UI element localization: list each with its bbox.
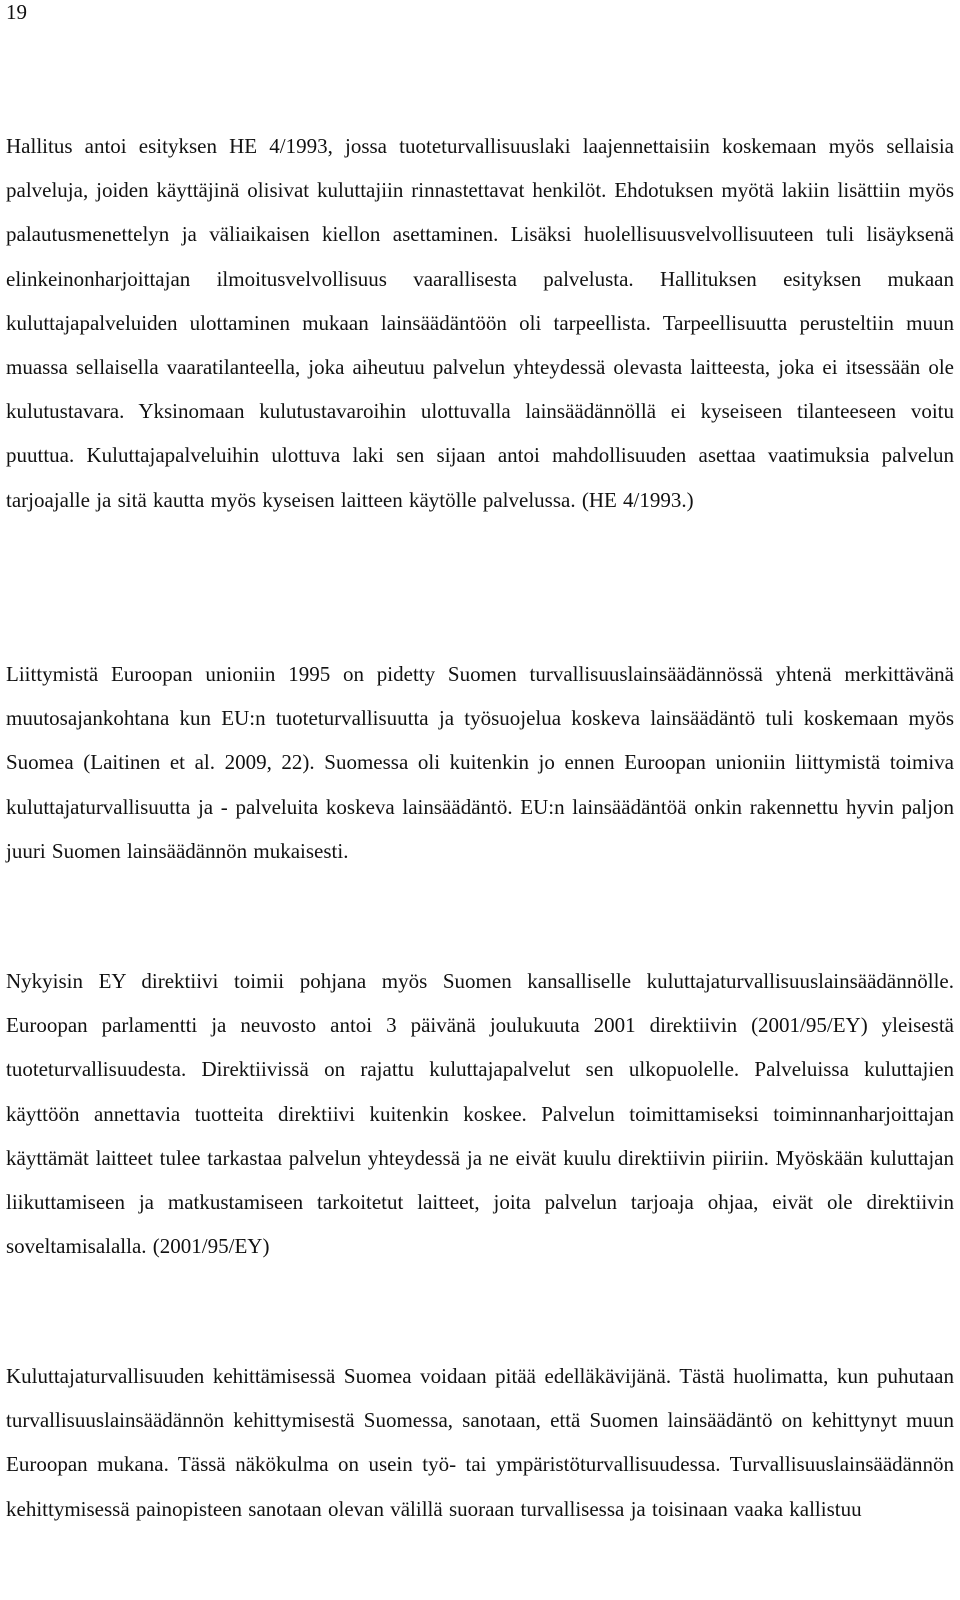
paragraph-development: Kuluttajaturvallisuuden kehittämisessä Suomea voidaan pitää edelläkävijänä. Tästä huolimatta, kun puhutaan turvallisuuslainsäädännön kehittymisestä Suomessa, sanotaan, että Suomen lainsäädäntö on kehittynyt muun Euroopan mukana. Tässä näkökulma on usein työ- tai ympäristöturvallisuudessa. Turvallisuuslainsäädännön kehittymisessä painopisteen sanotaan olevan välillä suoraan turvallisessa ja toisinaan vaaka kallistuu — [6, 1364, 954, 1521]
paragraph-he-1993: Hallitus antoi esityksen HE 4/1993, jossa tuoteturvallisuuslaki laajennettaisiin koskemaan myös sellaisia palveluja, joiden käyttäjinä olisivat kuluttajiin rinnastettavat henkilöt. Ehdotuksen myötä lakiin lisättiin myös palautusmenettelyn ja väliaikaisen kiellon asettaminen. Lisäksi huolellisuusvelvollisuuteen tuli lisäyksenä elinkeinonharjoittajan ilmoitusvelvollisuus vaarallisesta palvelusta. Hallituksen esityksen mukaan kuluttajapalveluiden ulottaminen mukaan lainsäädäntöön oli tarpeellista. Tarpeellisuutta perusteltiin muun muassa sellaisella vaaratilanteella, joka aiheutuu palvelun yhteydessä olevasta laitteesta, joka ei itsessään ole kulutustavara. Yksinomaan kulutustavaroihin ulottuvalla lainsäädännöllä ei kyseiseen tilanteeseen voitu puuttua. Kuluttajapalveluihin ulottuva laki sen sijaan antoi mahdollisuuden asettaa vaatimuksia palvelun tarjoajalle ja sitä kautta myös kyseisen laitteen käytölle palvelussa. (HE 4/1993.) — [6, 134, 954, 512]
page-number: 19 — [6, 0, 27, 24]
paragraph-ey-directive: Nykyisin EY direktiivi toimii pohjana myös Suomen kansalliselle kuluttajaturvallisuuslainsäädännölle. Euroopan parlamentti ja neuvosto antoi 3 päivänä joulukuuta 2001 direktiivin (2001/95/EY) yleisestä tuoteturvallisuudesta. Direktiivissä on rajattu kuluttajapalvelut sen ulkopuolelle. Palveluissa kuluttajien käyttöön annettavia tuotteita direktiivi kuitenkin koskee. Palvelun toimittamiseksi toiminnanharjoittajan käyttämät laitteet tulee tarkastaa palvelun yhteydessä ja ne eivät kuulu direktiivin piiriin. Myöskään kuluttajan liikuttamiseen ja matkustamiseen tarkoitetut laitteet, joita palvelun tarjoaja ohjaa, eivät ole direktiivin soveltamisalalla. (2001/95/EY) — [6, 969, 954, 1259]
paragraph-eu-membership: Liittymistä Euroopan unioniin 1995 on pidetty Suomen turvallisuuslainsäädännössä yhtenä merkittävänä muutosajankohtana kun EU:n tuoteturvallisuutta ja työsuojelua koskeva lainsäädäntö tuli koskemaan myös Suomea (Laitinen et al. 2009, 22). Suomessa oli kuitenkin jo ennen Euroopan unioniin liittymistä toimiva kuluttajaturvallisuutta ja - palveluita koskeva lainsäädäntö. EU:n lainsäädäntöä onkin rakennettu hyvin paljon juuri Suomen lainsäädännön mukaisesti. — [6, 662, 954, 863]
